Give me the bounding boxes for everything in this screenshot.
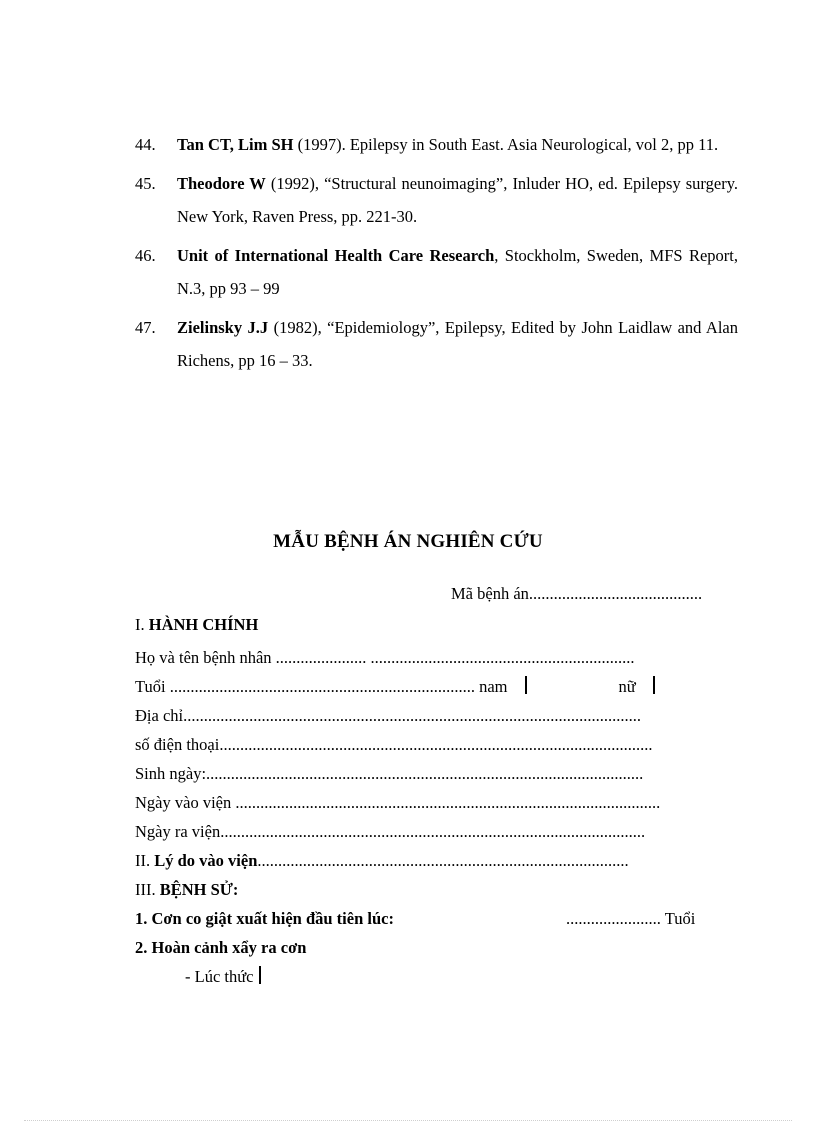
- admission-reason-field[interactable]: ..........................................................................................: [257, 851, 629, 870]
- first-seizure-age-row: [566, 908, 695, 930]
- dob-field[interactable]: ..........................................................................................................: [206, 764, 644, 783]
- reference-author: Theodore W: [177, 174, 266, 193]
- admission-date-label: Ngày vào viện: [135, 793, 236, 812]
- name-label: Họ và tên bệnh nhân: [135, 648, 276, 667]
- dob-row: [135, 763, 643, 785]
- form-title: MẪU BỆNH ÁN NGHIÊN CỨU: [273, 531, 543, 552]
- record-number-field[interactable]: ..........................................: [528, 584, 703, 603]
- section-number: II.: [135, 851, 155, 870]
- reference-item: [135, 239, 738, 305]
- age-row: [135, 676, 655, 698]
- reference-number: 45.: [135, 174, 156, 193]
- discharge-date-label: Ngày ra viện: [135, 822, 221, 841]
- reference-detail: (1992), “Structural neunoimaging”, Inluder HO, ed. Epilepsy surgery. New York, Raven Press, pp. 221-30.: [177, 174, 739, 226]
- reference-author: Zielinsky J.J: [177, 318, 269, 337]
- female-label: nữ: [618, 677, 636, 696]
- reference-author: Unit of International Health Care Research: [177, 246, 495, 265]
- awake-option-label: - Lúc thức: [185, 967, 254, 986]
- section-heading: [135, 614, 258, 636]
- page-bottom-divider: [24, 1120, 792, 1121]
- reference-text: [177, 239, 738, 305]
- reference-list: [135, 128, 738, 383]
- discharge-date-row: [135, 821, 645, 843]
- reference-number: 46.: [135, 246, 156, 265]
- admission-reason-row: [135, 850, 629, 872]
- age-label: Tuổi: [135, 677, 170, 696]
- section-heading: [135, 879, 238, 901]
- name-row: [135, 647, 635, 669]
- reference-number: 44.: [135, 135, 156, 154]
- reference-item: [135, 311, 738, 377]
- seizure-circumstance-question: 2. Hoàn cảnh xẩy ra cơn: [135, 938, 307, 957]
- reference-detail: (1997). Epilepsy in South East. Asia Neurological, vol 2, pp 11.: [293, 135, 719, 154]
- section-title: BỆNH SỬ:: [159, 880, 239, 899]
- reference-detail: , Stockholm, Sweden, MFS Report, N.3, pp 93 – 99: [177, 246, 738, 298]
- male-checkbox[interactable]: [522, 676, 527, 694]
- phone-row: [135, 734, 652, 756]
- section-number: I.: [135, 615, 149, 634]
- name-field[interactable]: ...................... ................................................................: [275, 648, 635, 667]
- phone-field[interactable]: .........................................................................................................: [219, 735, 653, 754]
- first-seizure-age-field[interactable]: .......................: [566, 909, 661, 928]
- admission-date-row: [135, 792, 660, 814]
- first-seizure-age-unit: Tuổi: [660, 909, 696, 928]
- reference-item: [135, 167, 738, 233]
- awake-option-row: [185, 966, 261, 988]
- female-checkbox[interactable]: [650, 676, 655, 694]
- admission-date-field[interactable]: .......................................................................................................: [235, 793, 661, 812]
- male-label: nam: [479, 677, 508, 696]
- section-number: III.: [135, 880, 160, 899]
- admission-reason-label: Lý do vào viện: [154, 851, 258, 870]
- record-number-row: [451, 583, 702, 605]
- record-number-label: Mã bệnh án: [451, 584, 529, 603]
- address-label: Địa chỉ: [135, 706, 184, 725]
- reference-item: [135, 128, 738, 161]
- awake-checkbox[interactable]: [256, 966, 261, 984]
- discharge-date-field[interactable]: .......................................................................................................: [220, 822, 646, 841]
- reference-detail: (1982), “Epidemiology”, Epilepsy, Edited by John Laidlaw and Alan Richens, pp 16 – 33.: [177, 318, 738, 370]
- dob-label: Sinh ngày:: [135, 764, 207, 783]
- reference-number: 47.: [135, 318, 156, 337]
- address-row: [135, 705, 641, 727]
- phone-label: số điện thoại: [135, 735, 220, 754]
- age-field[interactable]: ..........................................................................: [169, 677, 480, 696]
- reference-text: [177, 311, 738, 377]
- reference-text: [177, 128, 738, 161]
- first-seizure-question: 1. Cơn co giật xuất hiện đầu tiên lúc:: [135, 909, 394, 928]
- reference-author: Tan CT, Lim SH: [177, 135, 294, 154]
- section-title: HÀNH CHÍNH: [148, 615, 259, 634]
- address-field[interactable]: ...............................................................................................................: [183, 706, 641, 725]
- reference-text: [177, 167, 738, 233]
